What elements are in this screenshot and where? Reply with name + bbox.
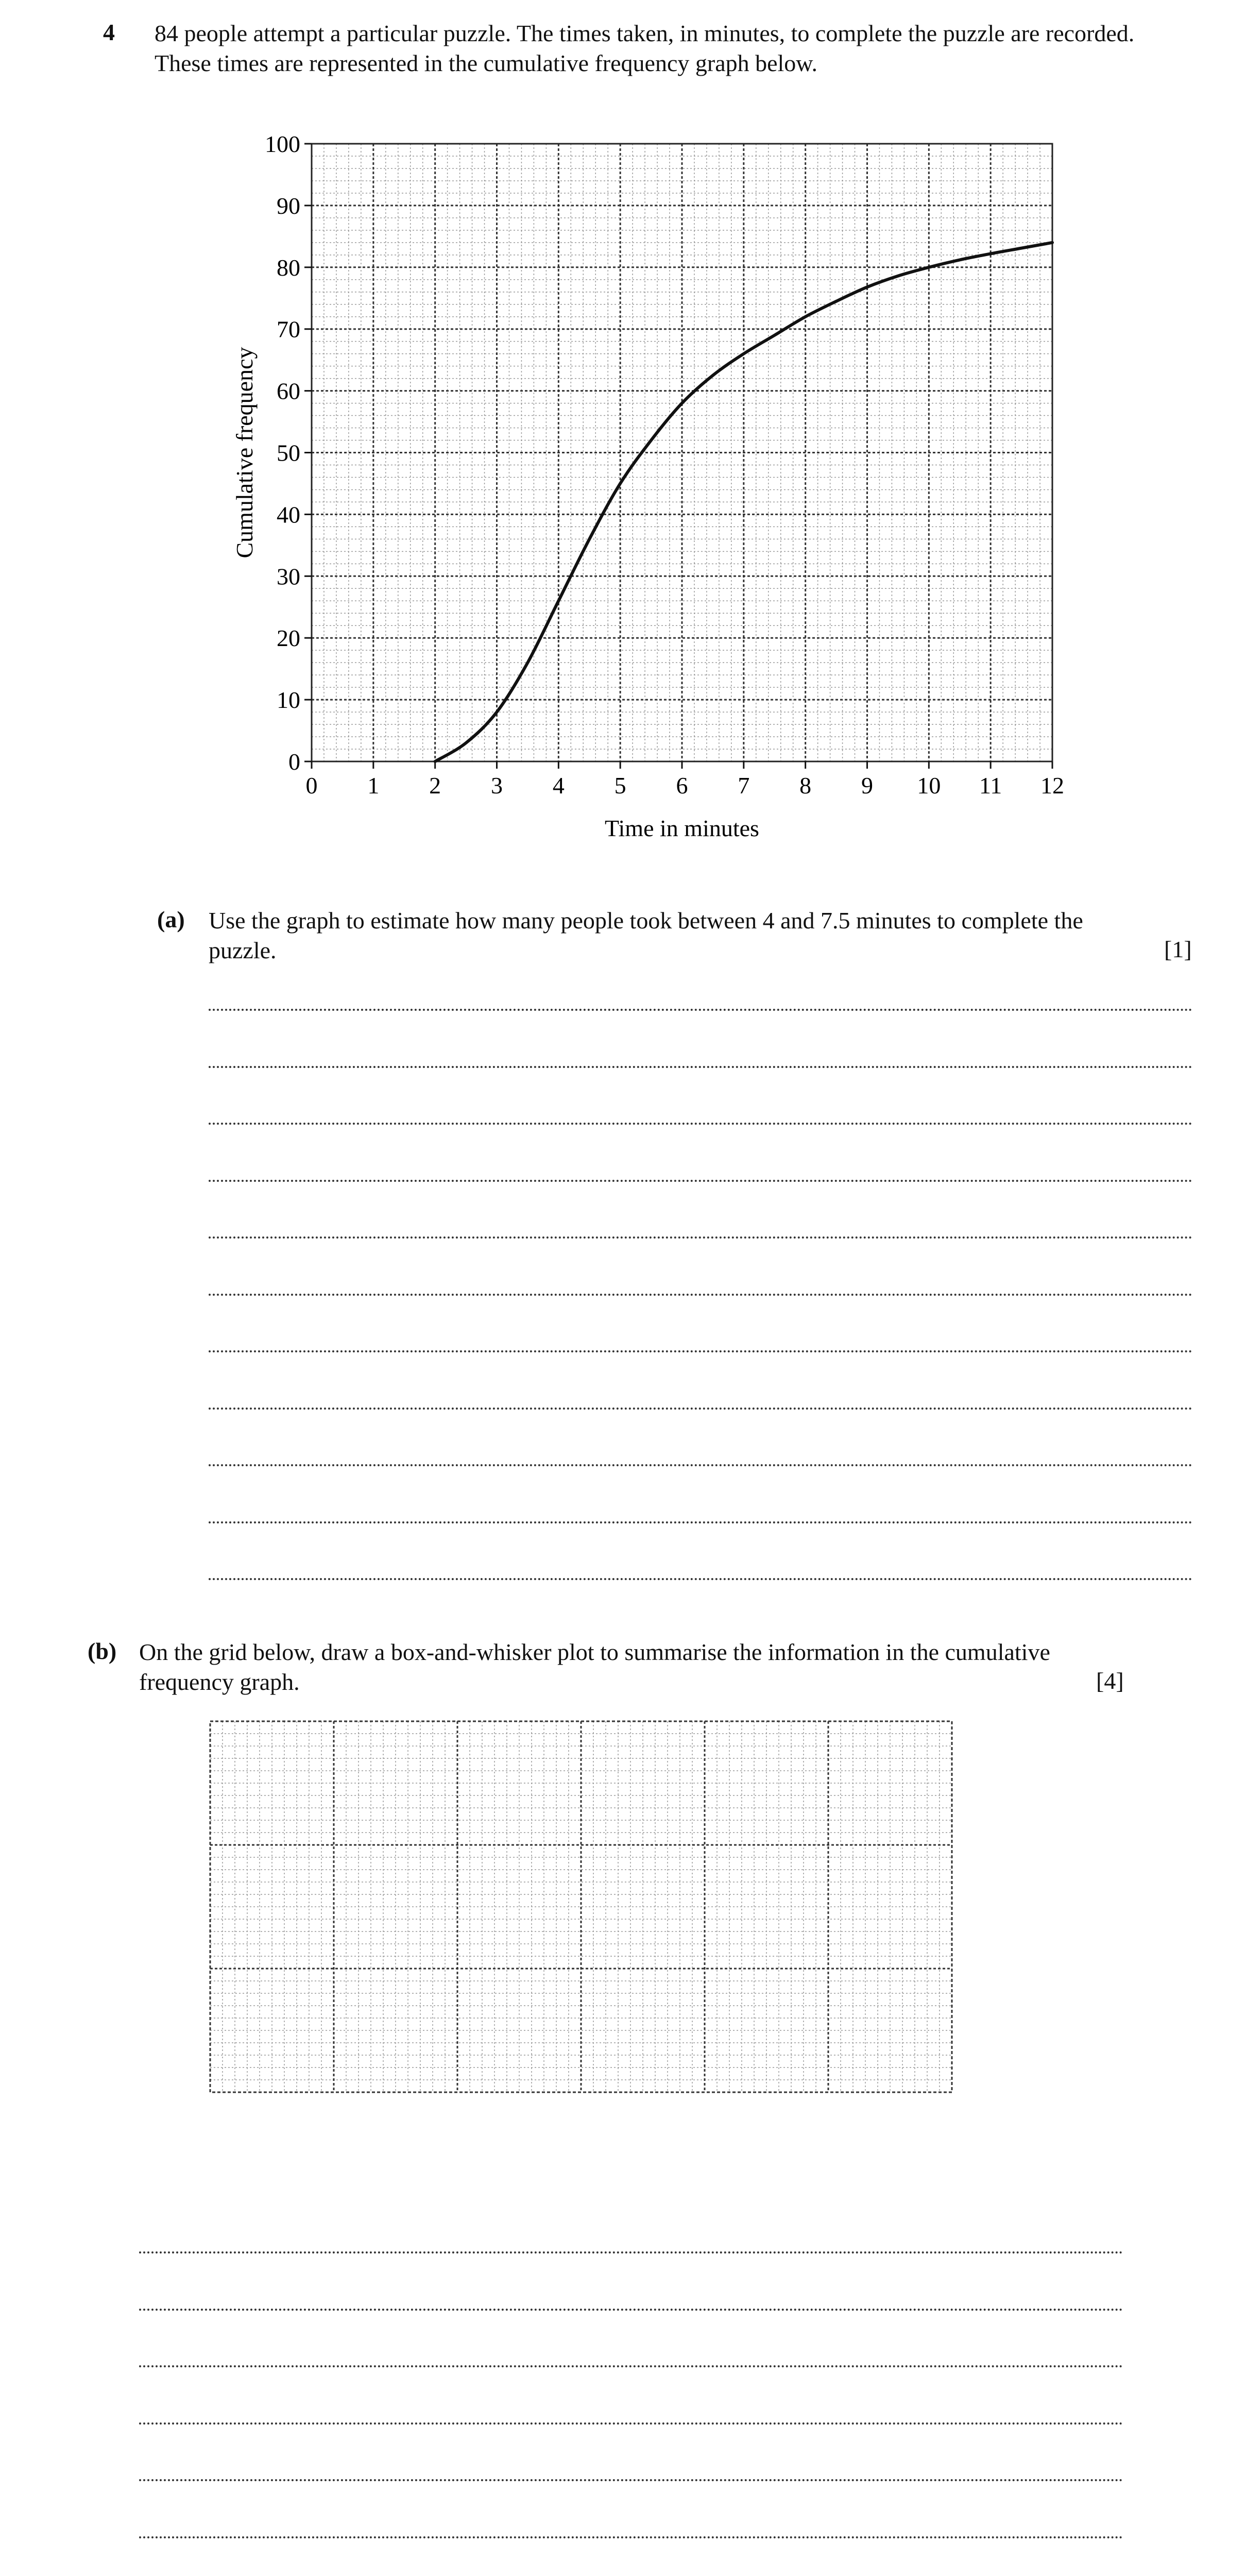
answer-line[interactable]: [209, 1236, 1192, 1239]
answer-line[interactable]: [209, 1521, 1192, 1523]
x-tick-label: 11: [979, 772, 1002, 799]
answer-line[interactable]: [139, 2479, 1123, 2481]
question-stem-line-2: These times are represented in the cumulative frequency graph below.: [155, 50, 818, 76]
part-b-line-2: frequency graph.: [139, 1669, 300, 1695]
x-tick-label: 8: [799, 772, 812, 799]
x-axis-label: Time in minutes: [605, 815, 759, 841]
question-number: 4: [103, 19, 115, 45]
grid-major-lines: [312, 144, 1052, 761]
answer-line[interactable]: [139, 2365, 1123, 2367]
part-b-text: [139, 1637, 1128, 1697]
x-tick-label: 3: [491, 772, 503, 799]
x-tick-label: 6: [676, 772, 688, 799]
x-tick-label: 4: [552, 772, 565, 799]
answer-line[interactable]: [209, 1294, 1192, 1296]
answer-line[interactable]: [209, 1578, 1192, 1580]
y-tick-label: 100: [265, 131, 300, 157]
part-a-label: (a): [157, 906, 185, 933]
x-tick-label: 2: [429, 772, 441, 799]
answer-line[interactable]: [209, 1350, 1192, 1352]
y-tick-label: 40: [277, 501, 300, 528]
y-tick-label: 70: [277, 316, 300, 343]
box-whisker-answer-grid[interactable]: [209, 1720, 955, 2096]
y-tick-label: 20: [277, 625, 300, 652]
answer-line[interactable]: [139, 2309, 1123, 2311]
part-a-marks: [1]: [1164, 936, 1192, 962]
x-tick-label: 7: [738, 772, 750, 799]
part-a-line-2: puzzle.: [209, 937, 277, 963]
answer-line[interactable]: [209, 1123, 1192, 1125]
y-tick-label: 10: [277, 687, 300, 714]
y-tick-label: 90: [277, 192, 300, 219]
answer-line[interactable]: [209, 1180, 1192, 1182]
answer-line[interactable]: [209, 1408, 1192, 1410]
y-tick-label: 80: [277, 254, 300, 281]
y-axis-label: Cumulative frequency: [231, 347, 258, 558]
part-b-label: (b): [88, 1638, 117, 1664]
part-a-text: [209, 906, 1195, 965]
x-tick-label: 10: [917, 772, 941, 799]
part-b-marks: [4]: [1096, 1668, 1124, 1694]
y-tick-label: 50: [277, 439, 300, 466]
x-tick-label: 0: [305, 772, 318, 799]
answer-line[interactable]: [139, 2251, 1123, 2253]
y-tick-label: 0: [288, 749, 300, 775]
answer-line[interactable]: [209, 1009, 1192, 1011]
y-tick-label: 60: [277, 378, 300, 404]
x-tick-label: 1: [367, 772, 380, 799]
part-b-line-1: On the grid below, draw a box-and-whisker plot to summarise the information in the cumulative: [139, 1639, 1050, 1665]
part-a-line-1: Use the graph to estimate how many people took between 4 and 7.5 minutes to complete the: [209, 907, 1083, 934]
question-stem-line-1: 84 people attempt a particular puzzle. The times taken, in minutes, to complete the puzzle are recorded.: [155, 20, 1135, 46]
x-tick-label: 5: [614, 772, 626, 799]
y-tick-label: 30: [277, 563, 300, 590]
answer-line[interactable]: [139, 2422, 1123, 2425]
cumulative-frequency-graph: [0, 0, 1246, 876]
answer-line[interactable]: [209, 1464, 1192, 1466]
x-tick-label: 12: [1040, 772, 1064, 799]
answer-line[interactable]: [209, 1066, 1192, 1068]
x-tick-label: 9: [861, 772, 873, 799]
answer-line[interactable]: [139, 2536, 1123, 2538]
